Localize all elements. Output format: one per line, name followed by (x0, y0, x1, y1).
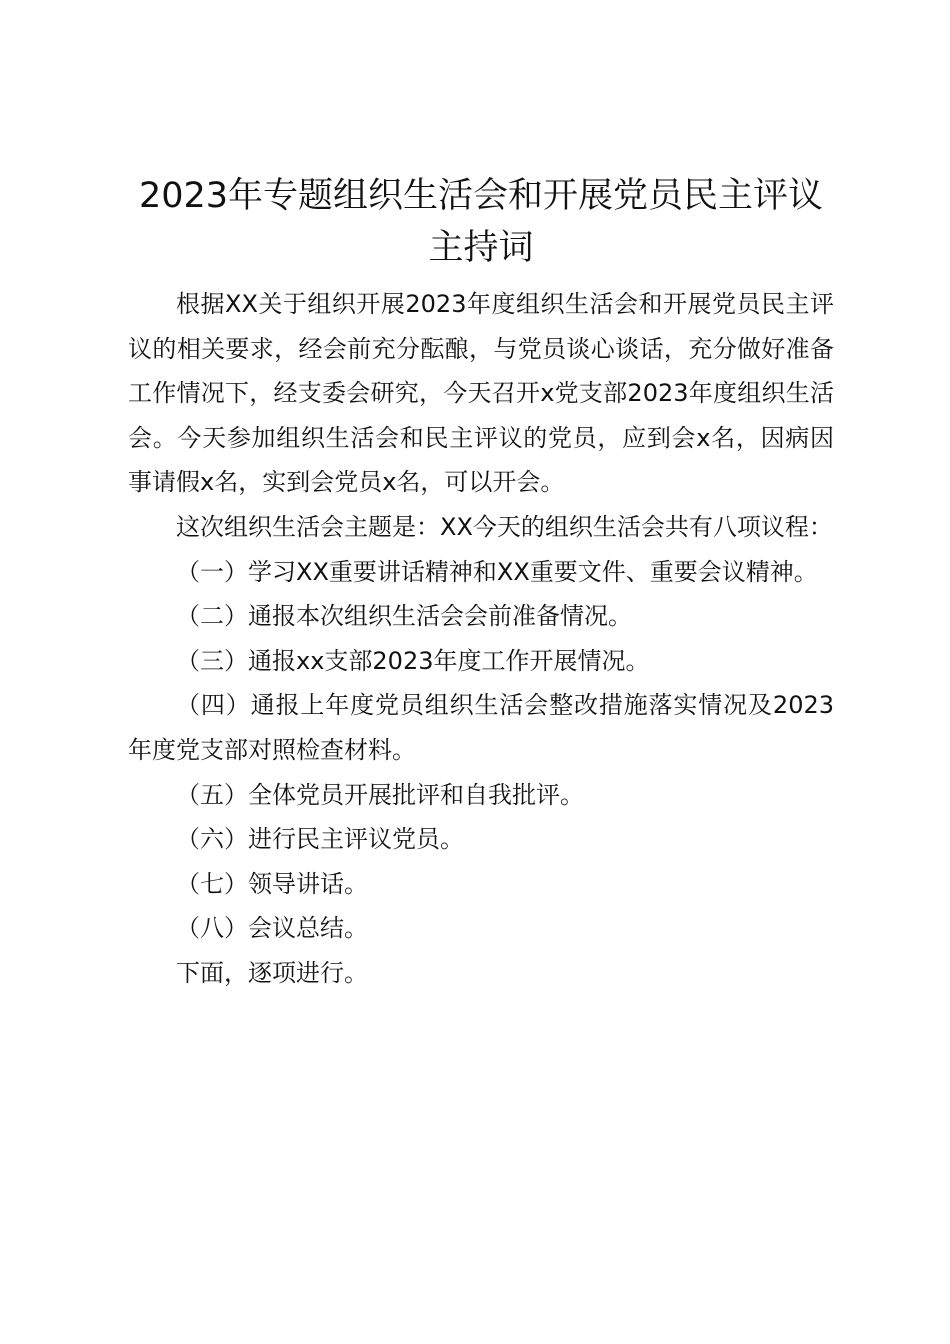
paragraph-intro: 根据XX关于组织开展2023年度组织生活会和开展党员民主评议的相关要求，经会前充分酝酿，与党员谈心谈话，充分做好准备工作情况下，经支委会研究，今天召开x党支部2023年度组织生活会。今天参加组织生活会和民主评议的党员，应到会x名，因病因事请假x名，实到会党员x名，可以开会。 (128, 290, 834, 497)
title-line-2: 主持词 (428, 228, 534, 268)
agenda-item-8: （八）会议总结。 (176, 914, 368, 943)
agenda-item-7: （七）领导讲话。 (176, 869, 368, 898)
document-body (128, 282, 834, 996)
agenda-item-6: （六）进行民主评议党员。 (176, 825, 464, 854)
title-line-1: 2023年专题组织生活会和开展党员民主评议 (138, 176, 824, 216)
agenda-item-5: （五）全体党员开展批评和自我批评。 (176, 780, 584, 809)
agenda-item-3: （三）通报xx支部2023年度工作开展情况。 (176, 646, 650, 675)
agenda-item-1: （一）学习XX重要讲话精神和XX重要文件、重要会议精神。 (176, 557, 818, 586)
document-title (128, 170, 834, 274)
paragraph-agenda-intro: 这次组织生活会主题是：XX今天的组织生活会共有八项议程： (176, 512, 833, 541)
paragraph-closing: 下面，逐项进行。 (176, 958, 368, 987)
agenda-item-2: （二）通报本次组织生活会会前准备情况。 (176, 602, 632, 631)
agenda-item-4: （四）通报上年度党员组织生活会整改措施落实情况及2023年度党支部对照检查材料。 (128, 691, 834, 764)
document-page (128, 170, 834, 996)
